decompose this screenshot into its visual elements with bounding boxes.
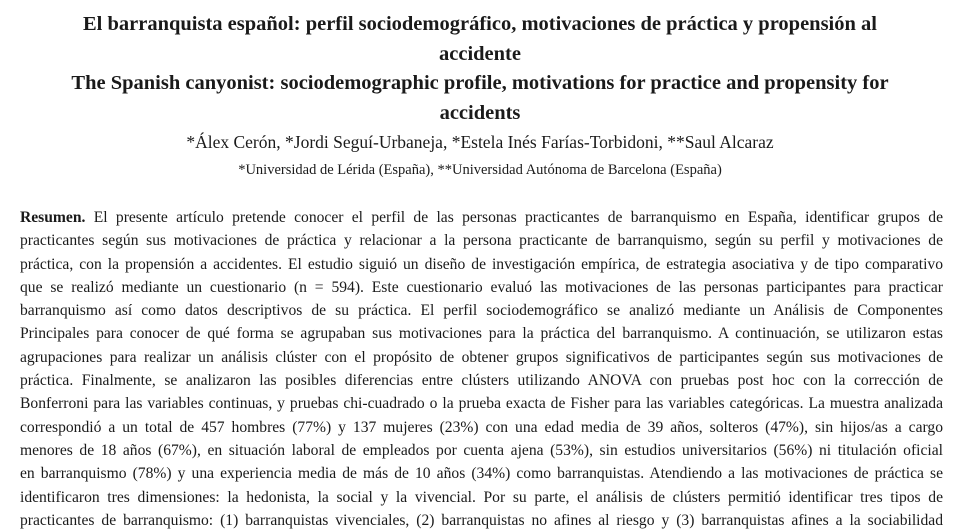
abstract-line: práctica. Finalmente, se analizaron las posibles diferencias entre clústers utilizando ANOVA con pruebas post hoc con la corrección de [20, 372, 943, 390]
abstract-line: en barranquismo (78%) y una experiencia media de más de 10 años (34%) como barranquistas. Atendiendo a las motivaciones de práctica se [20, 465, 943, 483]
abstract-paragraph [20, 206, 943, 532]
abstract-line: práctica, con la propensión a accidentes. El estudio siguió un diseño de investigación empírica, de estrategia asociativa y de tipo comparativo [20, 255, 943, 273]
abstract-line: Bonferroni para las variables continuas, y pruebas chi-cuadrado o la prueba exacta de Fisher para las variables categóricas. La muestra analizada [20, 395, 943, 413]
title-spanish-line2: accidente [439, 42, 521, 65]
abstract-line: Principales para conocer de qué forma se agrupaban sus motivaciones para la práctica del barranquismo. A continuación, se utilizaron estas [20, 325, 943, 343]
title-spanish [10, 10, 950, 69]
abstract-line: correspondió a un total de 457 hombres (77%) y 137 mujeres (23%) con una edad media de 39 años, solteros (47%), sin hijos/as a cargo [20, 418, 943, 436]
abstract-line: barranquismo así como datos descriptivos de su práctica. El perfil sociodemográfico se analizó mediante un Análisis de Componentes [20, 302, 943, 320]
abstract-line [20, 206, 943, 229]
abstract-line: practicantes de barranquismo: (1) barranquistas vivenciales, (2) barranquistas no afines al riesgo y (3) barranquistas afines a la sociabilidad [20, 511, 943, 529]
title-english [10, 69, 950, 128]
affiliations: *Universidad de Lérida (España), **Universidad Autónoma de Barcelona (España) [238, 162, 722, 178]
title-english-line1: The Spanish canyonist: sociodemographic profile, motivations for practice and propensity for [71, 72, 889, 94]
abstract-line: identificaron tres dimensiones: la hedonista, la social y la vivencial. Por su parte, el análisis de clústers permitió identificar tres tipos de [20, 488, 943, 506]
author-list: *Álex Cerón, *Jordi Seguí-Urbaneja, *Estela Inés Farías-Torbidoni, **Saul Alcaraz [186, 132, 774, 152]
abstract-line: practicantes según sus motivaciones de práctica y relacionar a la persona practicante de barranquismo, según su perfil y motivaciones de [20, 232, 943, 250]
abstract-line: que se realizó mediante un cuestionario (n = 594). Este cuestionario evaluó las motivaciones de las personas participantes para practicar [20, 278, 943, 296]
abstract-label: Resumen. [20, 209, 86, 226]
title-block [10, 10, 950, 128]
abstract-line: menores de 18 años (67%), en situación laboral de empleados por cuenta ajena (53%), sin estudios universitarios (56%) ni titulación oficial [20, 441, 943, 459]
title-english-line2: accidents [439, 101, 521, 124]
title-spanish-line1: El barranquista español: perfil sociodemográfico, motivaciones de práctica y propensión al [83, 13, 877, 35]
abstract-line: agrupaciones para realizar un análisis clúster con el propósito de obtener grupos significativos de participantes según sus motivaciones de [20, 348, 943, 366]
abstract-line-text: El presente artículo pretende conocer el perfil de las personas practicantes de barranquismo en España, identificar grupos de [85, 209, 943, 226]
